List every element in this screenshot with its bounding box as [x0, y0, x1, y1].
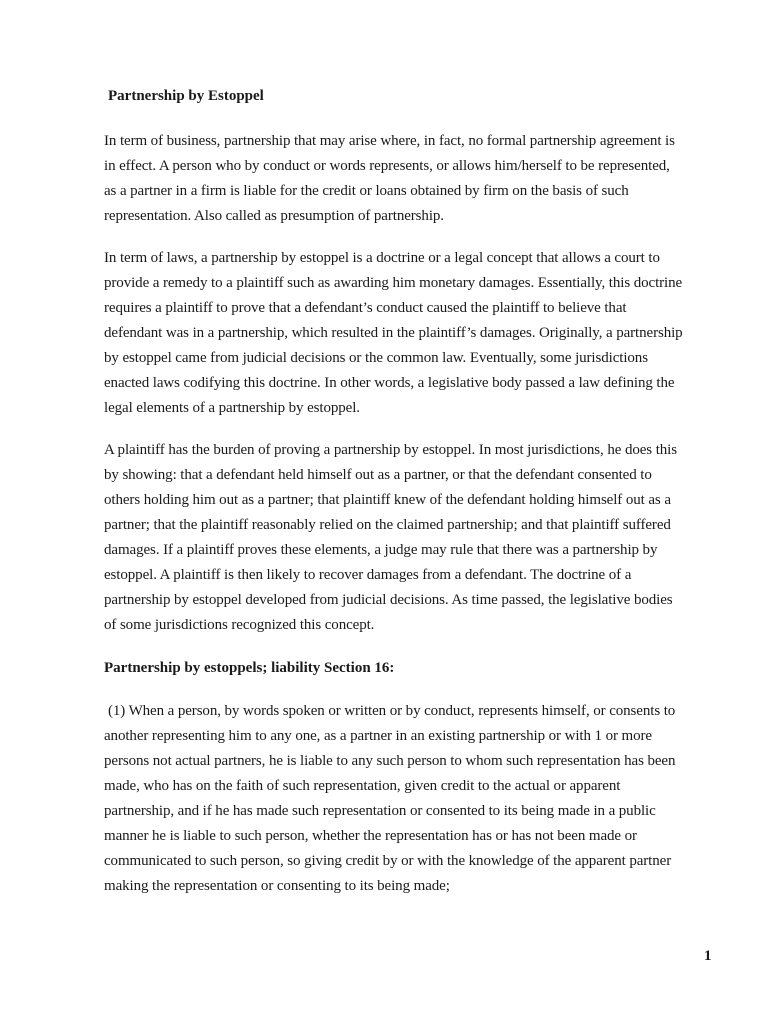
spacer: [104, 421, 716, 438]
paragraph-line: In term of business, partnership that may arise where, in fact, no formal partnership agreement is: [104, 133, 675, 149]
paragraph-line: as a partner in a firm is liable for the credit or loans obtained by firm on the basis of such: [104, 183, 629, 199]
spacer: [104, 109, 716, 129]
spacer: [104, 681, 716, 699]
clause-line: another representing him to any one, as a partner in an existing partnership or with 1 or more: [104, 728, 652, 744]
clause-line: making the representation or consenting to its being made;: [104, 878, 450, 894]
paragraph-line: defendant was in a partnership, which resulted in the plaintiff’s damages. Originally, a partnership: [104, 325, 683, 341]
paragraph-line: partner; that the plaintiff reasonably relied on the claimed partnership; and that plaintiff suffered: [104, 517, 671, 533]
clause-1: [104, 699, 716, 724]
clause-1-continued: [104, 724, 716, 899]
paragraph-line: requires a plaintiff to prove that a defendant’s conduct caused the plaintiff to believe that: [104, 300, 627, 316]
clause-line: (1) When a person, by words spoken or written or by conduct, represents himself, or consents to: [108, 703, 676, 719]
paragraph-line: enacted laws codifying this doctrine. In other words, a legislative body passed a law defining the: [104, 375, 675, 391]
paragraph-line: provide a remedy to a plaintiff such as awarding him monetary damages. Essentially, this doctrine: [104, 275, 683, 291]
paragraph-line: legal elements of a partnership by estoppel.: [104, 400, 360, 416]
section-heading: Partnership by estoppels; liability Section 16:: [104, 660, 395, 676]
clause-line: made, who has on the faith of such representation, given credit to the actual or apparent: [104, 778, 621, 794]
paragraph-line: representation. Also called as presumption of partnership.: [104, 208, 444, 224]
paragraph-legal-definition: [104, 246, 716, 421]
paragraph-burden-of-proof: [104, 438, 716, 638]
clause-line: manner he is liable to such person, whether the representation has or has not been made or: [104, 828, 637, 844]
spacer: [104, 638, 716, 656]
paragraph-line: in effect. A person who by conduct or words represents, or allows him/herself to be represented,: [104, 158, 670, 174]
paragraph-line: partnership by estoppel developed from judicial decisions. As time passed, the legislative bodies: [104, 592, 673, 608]
paragraph-line: others holding him out as a partner; that plaintiff knew of the defendant holding himself out as a: [104, 492, 671, 508]
spacer: [104, 229, 716, 246]
paragraph-line: A plaintiff has the burden of proving a partnership by estoppel. In most jurisdictions, he does this: [104, 442, 677, 458]
paragraph-business-definition: [104, 129, 716, 229]
clause-line: communicated to such person, so giving credit by or with the knowledge of the apparent partner: [104, 853, 672, 869]
paragraph-line: of some jurisdictions recognized this concept.: [104, 617, 375, 633]
clause-line: partnership, and if he has made such representation or consented to its being made in a public: [104, 803, 656, 819]
paragraph-line: by showing: that a defendant held himself out as a partner, or that the defendant consented to: [104, 467, 652, 483]
paragraph-line: damages. If a plaintiff proves these elements, a judge may rule that there was a partnership by: [104, 542, 658, 558]
paragraph-line: by estoppel came from judicial decisions or the common law. Eventually, some jurisdictions: [104, 350, 648, 366]
document-title: Partnership by Estoppel: [108, 88, 264, 104]
page-number: 1: [704, 948, 712, 964]
page-content: [104, 84, 716, 899]
clause-line: persons not actual partners, he is liable to any such person to whom such representation has been: [104, 753, 676, 769]
paragraph-line: In term of laws, a partnership by estoppel is a doctrine or a legal concept that allows a court to: [104, 250, 660, 266]
paragraph-line: estoppel. A plaintiff is then likely to recover damages from a defendant. The doctrine of a: [104, 567, 632, 583]
